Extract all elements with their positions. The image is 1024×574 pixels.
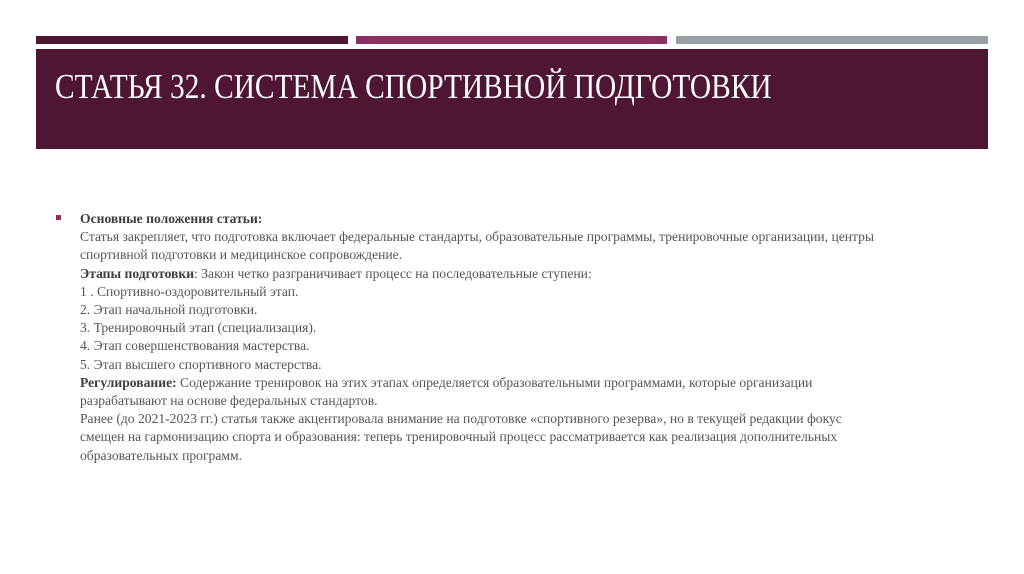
stage-item: 4. Этап совершенствования мастерства. xyxy=(80,338,310,354)
stages-text: : Закон четко разграничивает процесс на последовательные ступени: xyxy=(194,265,592,281)
stage-item: 2. Этап начальной подготовки. xyxy=(80,302,258,318)
bullet-text xyxy=(80,210,980,465)
accent-bar-magenta xyxy=(356,36,667,44)
history-line: смещен на гармонизацию спорта и образования: теперь тренировочный процесс рассматривается как реализация дополнительных xyxy=(80,429,838,445)
stages-label: Этапы подготовки xyxy=(80,265,195,281)
accent-bar-gray xyxy=(676,36,988,44)
square-bullet-icon xyxy=(56,215,61,220)
title-banner xyxy=(36,49,988,149)
intro-line: Статья закрепляет, что подготовка включает федеральные стандарты, образовательные программы, тренировочные организации, центры xyxy=(80,229,875,245)
section-heading: Основные положения статьи: xyxy=(80,211,263,226)
history-line: Ранее (до 2021-2023 гг.) статья также акцентировала внимание на подготовке «спортивного резерва», но в текущей редакции фокус xyxy=(80,411,842,427)
regulation-line: разрабатывают на основе федеральных стандартов. xyxy=(80,393,378,409)
intro-line: спортивной подготовки и медицинское сопровождение. xyxy=(80,247,403,263)
slide-title: СТАТЬЯ 32. СИСТЕМА СПОРТИВНОЙ ПОДГОТОВКИ xyxy=(55,67,772,106)
stage-item: 3. Тренировочный этап (специализация). xyxy=(80,320,317,336)
history-line: образовательных программ. xyxy=(80,447,242,463)
regulation-text: Содержание тренировок на этих этапах определяется образовательными программами, которые организации xyxy=(176,374,813,390)
stage-item: 5. Этап высшего спортивного мастерства. xyxy=(80,356,322,372)
regulation-label: Регулирование: xyxy=(80,374,177,390)
stage-item: 1 . Спортивно-оздоровительный этап. xyxy=(80,283,299,299)
stages-intro xyxy=(80,265,980,283)
accent-bar-dark xyxy=(36,36,348,44)
regulation-line xyxy=(80,374,980,392)
